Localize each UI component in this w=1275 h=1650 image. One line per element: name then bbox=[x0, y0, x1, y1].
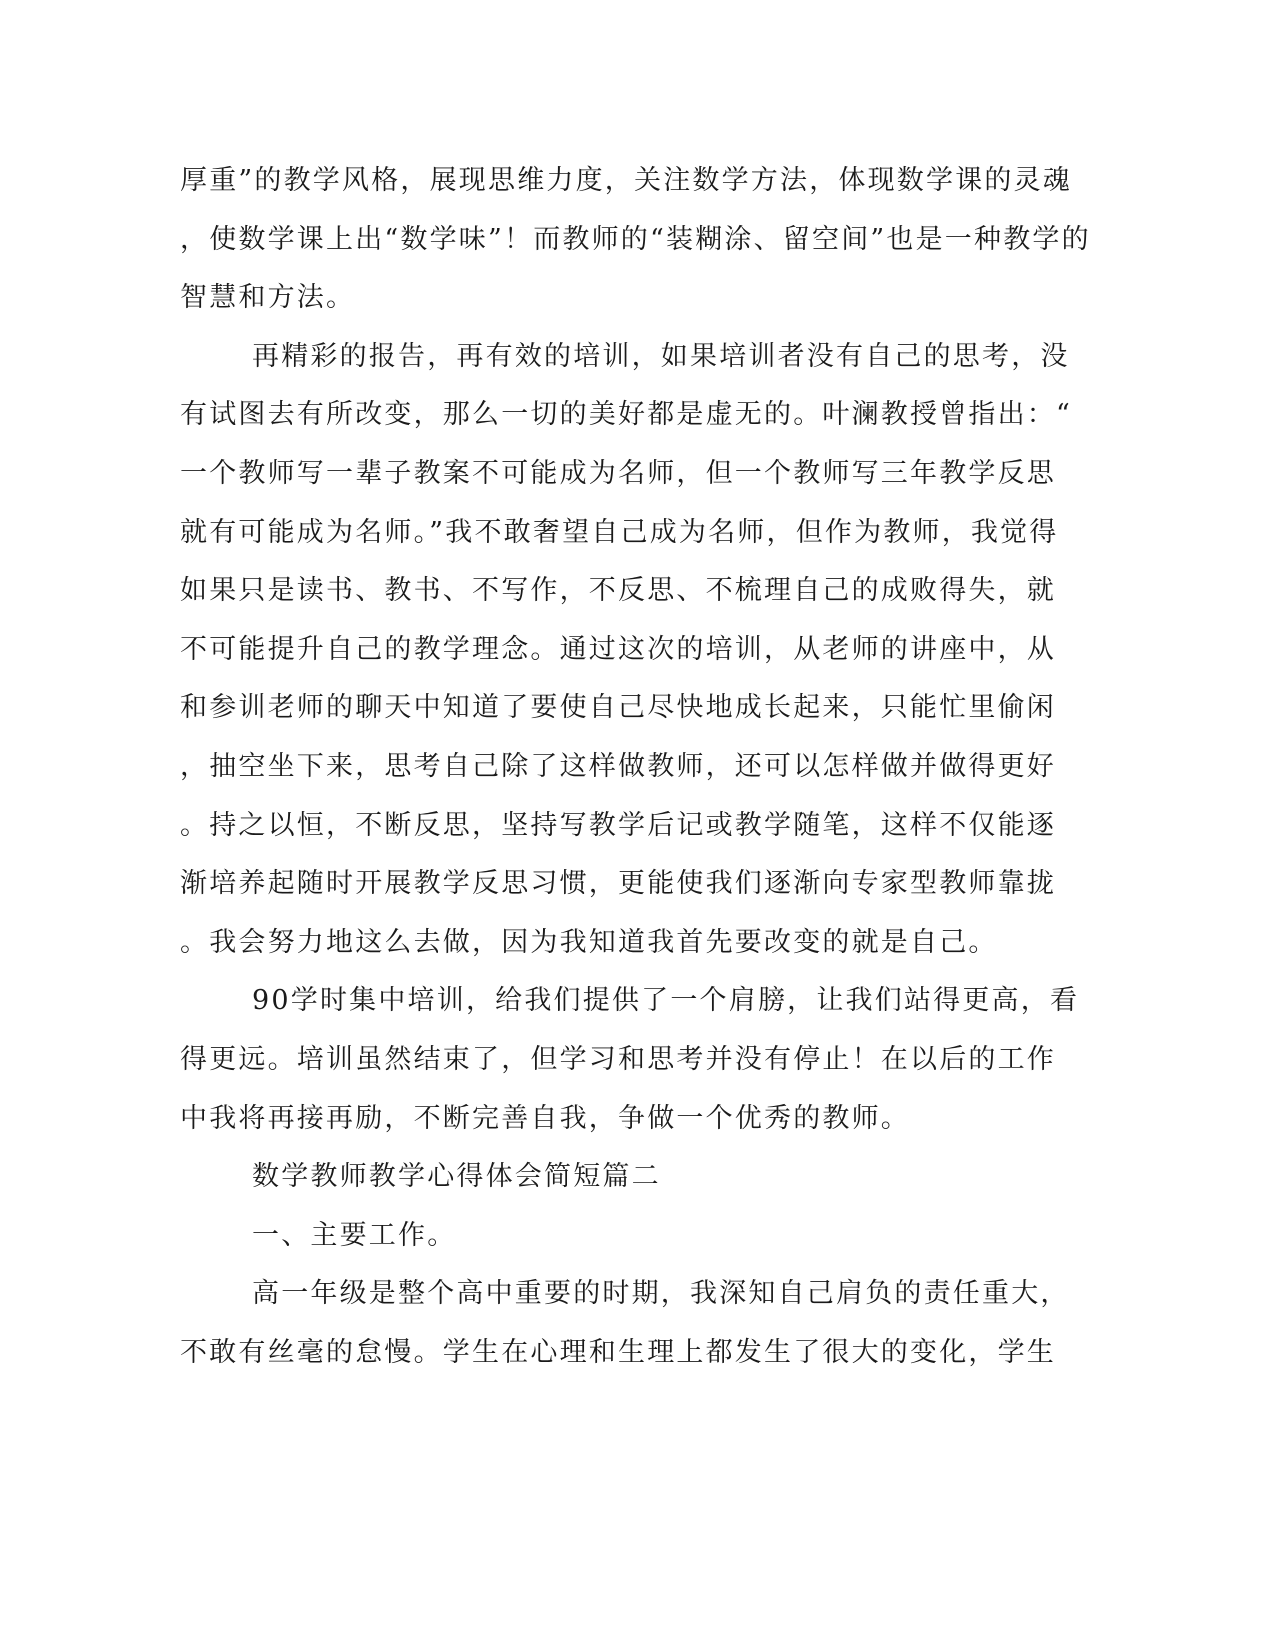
text-line: 有试图去有所改变，那么一切的美好都是虚无的。叶澜教授曾指出：“ bbox=[180, 399, 1073, 431]
text-line: ，抽空坐下来，思考自己除了这样做教师，还可以怎样做并做得更好 bbox=[180, 750, 1056, 782]
text-line: 不敢有丝毫的怠慢。学生在心理和生理上都发生了很大的变化，学生 bbox=[180, 1336, 1056, 1368]
text-line: 再精彩的报告，再有效的培训，如果培训者没有自己的思考，没 bbox=[252, 340, 1070, 372]
text-line: 得更远。培训虽然结束了，但学习和思考并没有停止！在以后的工作 bbox=[180, 1043, 1056, 1075]
text-line: 数学教师教学心得体会简短篇二 bbox=[252, 1161, 661, 1193]
text-line: 。持之以恒，不断反思，坚持写教学后记或教学随笔，这样不仅能逐 bbox=[180, 809, 1056, 841]
text-line: 高一年级是整个高中重要的时期，我深知自己肩负的责任重大， bbox=[252, 1278, 1070, 1310]
text-line: 智慧和方法。 bbox=[180, 282, 356, 314]
text-line: ，使数学课上出“数学味”！而教师的“装糊涂、留空间”也是一种教学的 bbox=[180, 223, 1091, 255]
text-line: 中我将再接再励，不断完善自我，争做一个优秀的教师。 bbox=[180, 1102, 910, 1134]
text-line: 90学时集中培训，给我们提供了一个肩膀，让我们站得更高，看 bbox=[252, 985, 1080, 1017]
text-line: 厚重”的教学风格，展现思维力度，关注数学方法，体现数学课的灵魂 bbox=[180, 165, 1073, 196]
text-line: 不可能提升自己的教学理念。通过这次的培训，从老师的讲座中，从 bbox=[180, 633, 1056, 665]
text-line: 渐培养起随时开展教学反思习惯，更能使我们逐渐向专家型教师靠拢 bbox=[180, 868, 1056, 900]
text-line: 一、主要工作。 bbox=[252, 1219, 457, 1251]
text-line: 。我会努力地这么去做，因为我知道我首先要改变的就是自己。 bbox=[180, 926, 998, 958]
text-line: 一个教师写一辈子教案不可能成为名师，但一个教师写三年教学反思 bbox=[180, 457, 1056, 489]
text-line: 和参训老师的聊天中知道了要使自己尽快地成长起来，只能忙里偷闲 bbox=[180, 692, 1056, 724]
text-line: 如果只是读书、教书、不写作，不反思、不梳理自己的成败得失，就 bbox=[180, 575, 1056, 607]
document-body bbox=[180, 152, 1091, 1382]
text-line: 就有可能成为名师。”我不敢奢望自己成为名师，但作为教师，我觉得 bbox=[180, 516, 1059, 548]
